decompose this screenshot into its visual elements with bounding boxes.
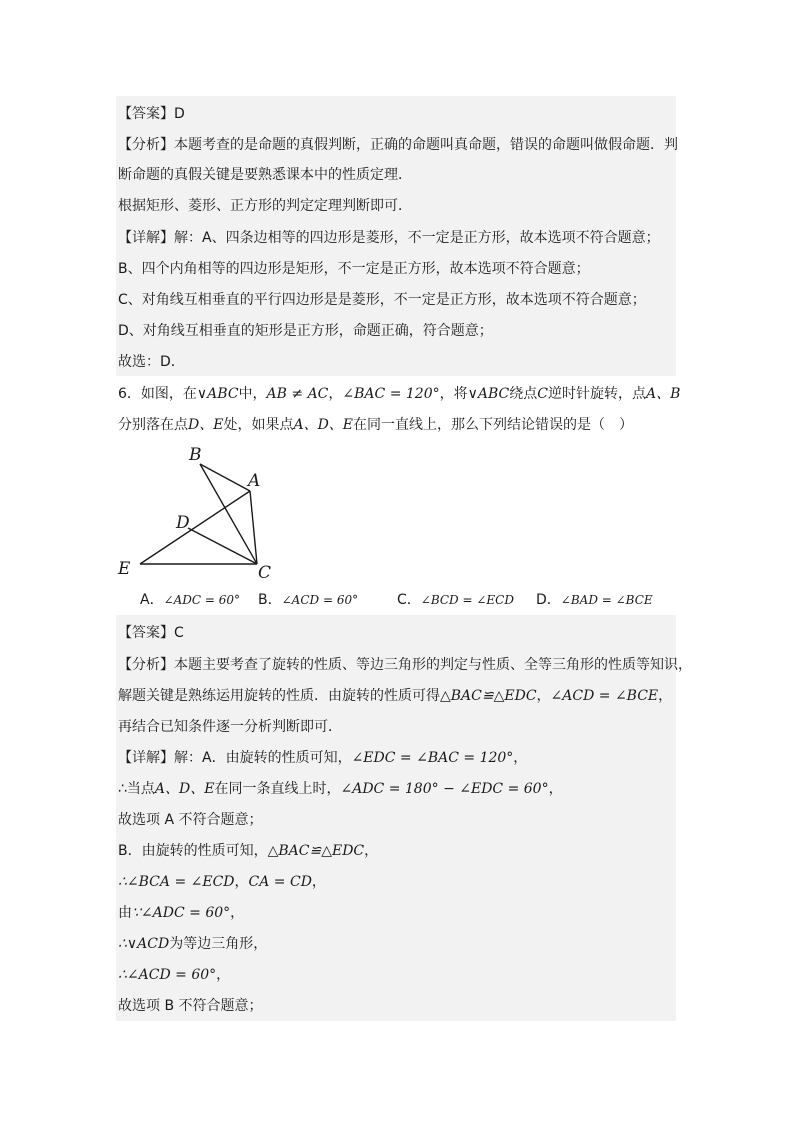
- label-e: E: [118, 559, 131, 579]
- analysis-text: 【分析】本题主要考查了旋转的性质、等边三角形的判定与性质、全等三角形的性质等知识，: [118, 657, 692, 673]
- segment-ea: [140, 491, 250, 564]
- text: 分别落在点: [118, 417, 188, 433]
- detail-text: C、对角线互相垂直的平行四边形是是菱形，不一定是正方形，故本选项不符合题意；: [118, 292, 646, 308]
- math: CA = CD: [248, 874, 312, 890]
- label-a: A: [248, 471, 261, 491]
- points-a-b: A、B: [645, 386, 681, 402]
- analysis-text: 断命题的真假关键是要熟悉课本中的性质定理．: [118, 167, 412, 183]
- detail-text: [118, 872, 326, 892]
- option-letter: B．: [258, 592, 282, 608]
- label-b: B: [189, 445, 202, 465]
- option-expr: ∠BAD = ∠BCE: [560, 593, 653, 607]
- text: ，: [513, 750, 528, 766]
- text: ，: [658, 688, 673, 704]
- text: 由: [118, 905, 132, 921]
- text: 绕点: [509, 386, 538, 402]
- option-expr: ∠ADC = 60°: [163, 593, 241, 607]
- label-c: C: [258, 563, 272, 583]
- answer-label-2: 【答案】C: [118, 625, 184, 641]
- math: ∵∠ADC = 60°: [132, 905, 231, 921]
- text: B．由旋转的性质可知，: [118, 843, 268, 859]
- math: ∠EDC = ∠BAC = 120°: [351, 750, 514, 766]
- points-a-d-e: A、D、E: [293, 417, 354, 433]
- detail-text: D、对角线互相垂直的矩形是正方形，命题正确，符合题意；: [118, 323, 493, 339]
- option-expr: ∠ACD = 60°: [281, 593, 359, 607]
- text: ，将: [439, 386, 468, 402]
- analysis-text: [118, 686, 672, 706]
- analysis-text: 【分析】本题考查的是命题的真假判断，正确的命题叫真命题，错误的命题叫做假命题．判: [118, 137, 678, 153]
- text: 逆时针旋转，点: [547, 386, 646, 402]
- text: 为等边三角形，: [169, 936, 268, 952]
- option-letter: C．: [397, 592, 421, 608]
- text: ，: [234, 874, 249, 890]
- option-a[interactable]: [140, 590, 240, 610]
- triangle-abc: ∨ABC: [467, 386, 510, 402]
- geometry-figure: [112, 440, 312, 585]
- question-6-line-1: [118, 384, 680, 404]
- analysis-text: 再结合已知条件逐一分析判断即可．: [118, 719, 342, 735]
- text: ∴当点: [118, 781, 155, 797]
- point-c: C: [537, 386, 548, 402]
- detail-text: B、四个内角相等的四边形是矩形，不一定是正方形，故本选项不符合题意；: [118, 261, 590, 277]
- math: △BAC≌△EDC: [267, 843, 365, 859]
- text: ，: [328, 386, 343, 402]
- text: 【详解】解：A．由旋转的性质可知，: [118, 750, 352, 766]
- math: A、D、E: [154, 781, 215, 797]
- text: 解题关键是熟练运用旋转的性质．由旋转的性质可得: [118, 688, 440, 704]
- option-letter: D．: [536, 592, 561, 608]
- points-d-e: D、E: [188, 417, 224, 433]
- math: ∴∨ACD: [118, 936, 170, 952]
- option-d[interactable]: [536, 590, 653, 610]
- detail-text: [118, 779, 563, 799]
- detail-text: 故选项 B 不符合题意；: [118, 998, 263, 1014]
- text: 6．如图，在: [118, 386, 197, 402]
- text: ，: [364, 843, 379, 859]
- detail-text: 【详解】解：A、四条边相等的四边形是菱形，不一定是正方形，故本选项不符合题意；: [118, 230, 660, 246]
- option-letter: A．: [140, 592, 164, 608]
- detail-text: [118, 965, 230, 985]
- detail-text: [118, 841, 378, 861]
- choice-text: 故选：D．: [118, 354, 185, 370]
- option-b[interactable]: [258, 590, 358, 610]
- text: 处，如果点: [223, 417, 294, 433]
- text: 在同一条直线上时，: [214, 781, 341, 797]
- label-d: D: [176, 513, 190, 533]
- condition-ab-ne-ac: AB ≠ AC: [266, 386, 329, 402]
- angle-equality: ∠ACD = ∠BCE: [550, 688, 659, 704]
- text: ，: [548, 781, 563, 797]
- math: ∠ADC = 180° − ∠EDC = 60°: [340, 781, 549, 797]
- detail-text: [118, 903, 244, 923]
- math: ∴∠ACD = 60°: [118, 967, 217, 983]
- text: 在同一直线上，那么下列结论错误的是（ ）: [353, 417, 634, 433]
- text: ，: [536, 688, 551, 704]
- math: ∴∠BCA = ∠ECD: [118, 874, 235, 890]
- question-6-line-2: [118, 415, 633, 435]
- option-c[interactable]: [397, 590, 514, 610]
- condition-angle-bac: ∠BAC = 120°: [342, 386, 440, 402]
- text: ，: [216, 967, 231, 983]
- text: ，: [230, 905, 245, 921]
- text: 中，: [238, 386, 267, 402]
- answer-label-1: 【答案】D: [118, 106, 185, 122]
- analysis-text: 根据矩形、菱形、正方形的判定定理判断即可．: [118, 198, 412, 214]
- option-expr: ∠BCD = ∠ECD: [420, 593, 514, 607]
- detail-text: 故选项 A 不符合题意；: [118, 812, 263, 828]
- triangle-abc: ∨ABC: [196, 386, 239, 402]
- text: ，: [311, 874, 326, 890]
- congruence: △BAC≌△EDC: [440, 688, 537, 704]
- detail-text: [118, 748, 527, 768]
- detail-text: [118, 934, 267, 954]
